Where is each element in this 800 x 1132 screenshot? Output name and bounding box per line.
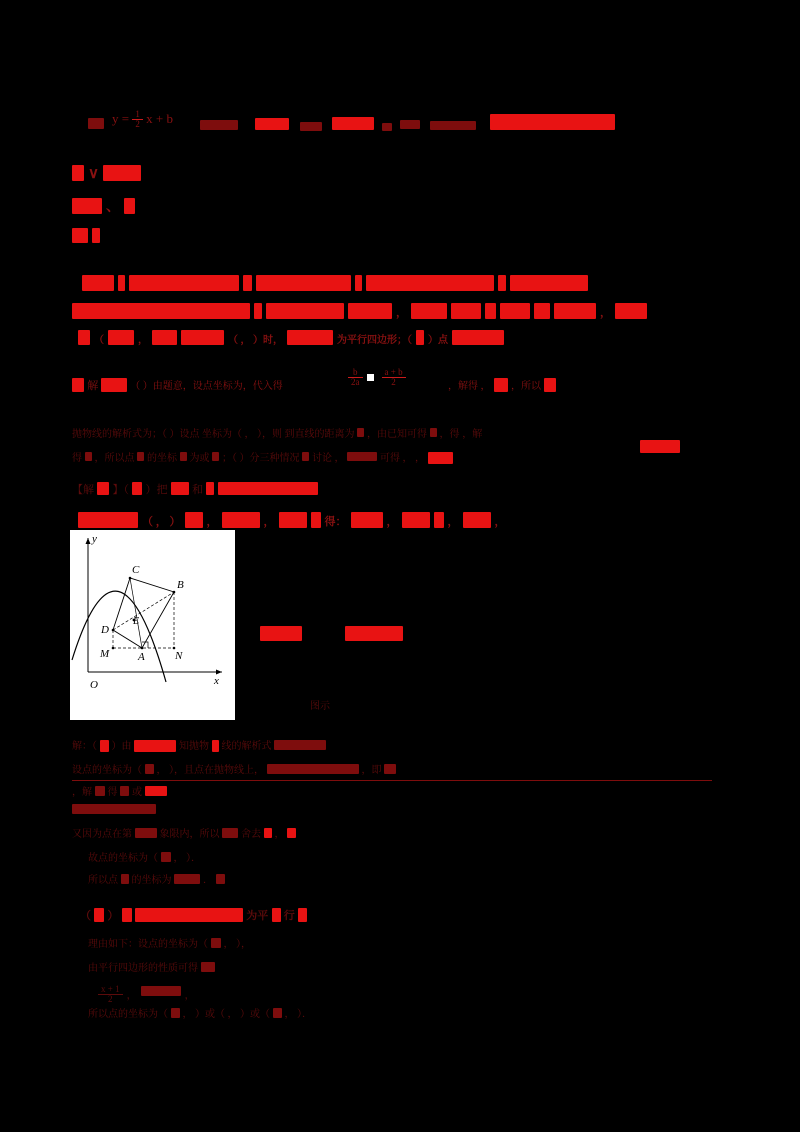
redacted-block [430,121,476,130]
redacted-block [490,114,615,130]
divider [72,780,712,781]
fraction-1-2: $\frac{1}{2}$ [132,110,143,130]
redacted-block [88,118,104,129]
redacted-block [300,122,322,131]
part-3-heading: （ ） 为平 行 [80,908,307,922]
after-figure-line-1: 解：（ ）由 知抛物 线的解析式 [72,740,326,752]
analysis-tail: ，解得 ， ，所以 [448,378,556,392]
figure-below-note: 图示 [310,701,330,712]
redacted-block [92,228,100,243]
main-equation-row: （ ， ） ， ， 得： ， ， ， [78,512,506,530]
after-figure-line-6: 故点的坐标为（ ， ）． [88,853,201,864]
analysis-right-tail [640,440,680,454]
svg-text:N: N [175,650,183,662]
svg-text:D: D [101,624,109,636]
svg-text:O: O [90,679,98,691]
svg-text:x: x [214,675,219,687]
part-3-line-2: 由平行四边形的性质可得 [88,962,215,974]
svg-text:C: C [132,564,140,576]
answer-paragraph-line-3: （ ， （ ， ）时， 为平行四边形；（ ）点 [78,330,504,348]
svg-text:B: B [177,579,184,591]
after-figure-line-7: 所以点 的坐标为 ． [88,874,225,886]
fraction-result: $\frac{x + 1}{2}$ [98,985,123,1005]
solution-line: 【解 】（ ）把 和 [72,482,318,496]
part-3-line-1: 理由如下：设点的坐标为（ ， ）， [88,939,251,950]
redacted-block [72,228,88,243]
redacted-block [400,120,420,129]
redacted-block [382,123,392,131]
redacted-block [255,118,289,130]
line-2 [72,165,141,183]
line-1-equation: y = $\frac{1}{2}$ x + b [112,109,173,130]
answer-paragraph-line-2: ， ， [72,303,647,321]
after-figure-line-4 [72,804,156,816]
analysis-paragraph: 解 （ ）由题意，设点坐标为，代入得 [72,378,283,392]
analysis-paragraph-3b: 得 ，所以点 的坐标 为或 ；（ ）分三种情况 讨论 ， 可得 ， ， [72,452,453,464]
figure-caption-1 [260,626,302,644]
figure-caption-2 [345,626,403,644]
after-figure-line-3: ，解 得 或 [72,786,167,798]
svg-text:M: M [100,648,110,660]
fraction-b-2a: $\frac{b}{2a}$ [348,368,363,388]
line-4 [72,228,100,246]
math-symbol: ∨ [88,166,99,182]
figure-svg [70,530,235,720]
after-figure-line-2: 设点的坐标为（ ， ），且点在抛物线上， ，即 [72,764,396,776]
redacted-block [103,165,141,181]
white-box [367,374,374,381]
redacted-block [332,117,374,130]
part-3-fraction: $\frac{x + 1}{2}$ ， ， [98,985,195,1005]
line-3 [72,198,135,216]
analysis-paragraph-3: 抛物线的解析式为；（ ）设点 坐标为（ ， ），则 到直线的距离为 ，由已知可得 ，得 ，解 [72,429,483,440]
redacted-block [200,120,238,130]
math-symbol: 、 [106,200,120,215]
svg-text:E: E [133,616,140,627]
part-3-line-3: 所以点的坐标为（ ， ）或（ ， ）或（ ， ）． [88,1009,312,1020]
answer-paragraph-line-1 [82,275,588,293]
svg-text:y: y [92,533,97,545]
line-1-part-a [88,118,104,132]
redacted-block [124,198,135,214]
parabola-quadrilateral-figure [70,530,235,720]
redacted-block [72,198,102,214]
svg-text:A: A [138,651,145,663]
analysis-fraction [348,368,406,388]
fraction-expr: $\frac{a + b}{2}$ [382,368,406,388]
after-figure-line-5: 又因为点在第 象限内，所以 舍去 ， [72,828,296,840]
redacted-block [72,165,84,181]
